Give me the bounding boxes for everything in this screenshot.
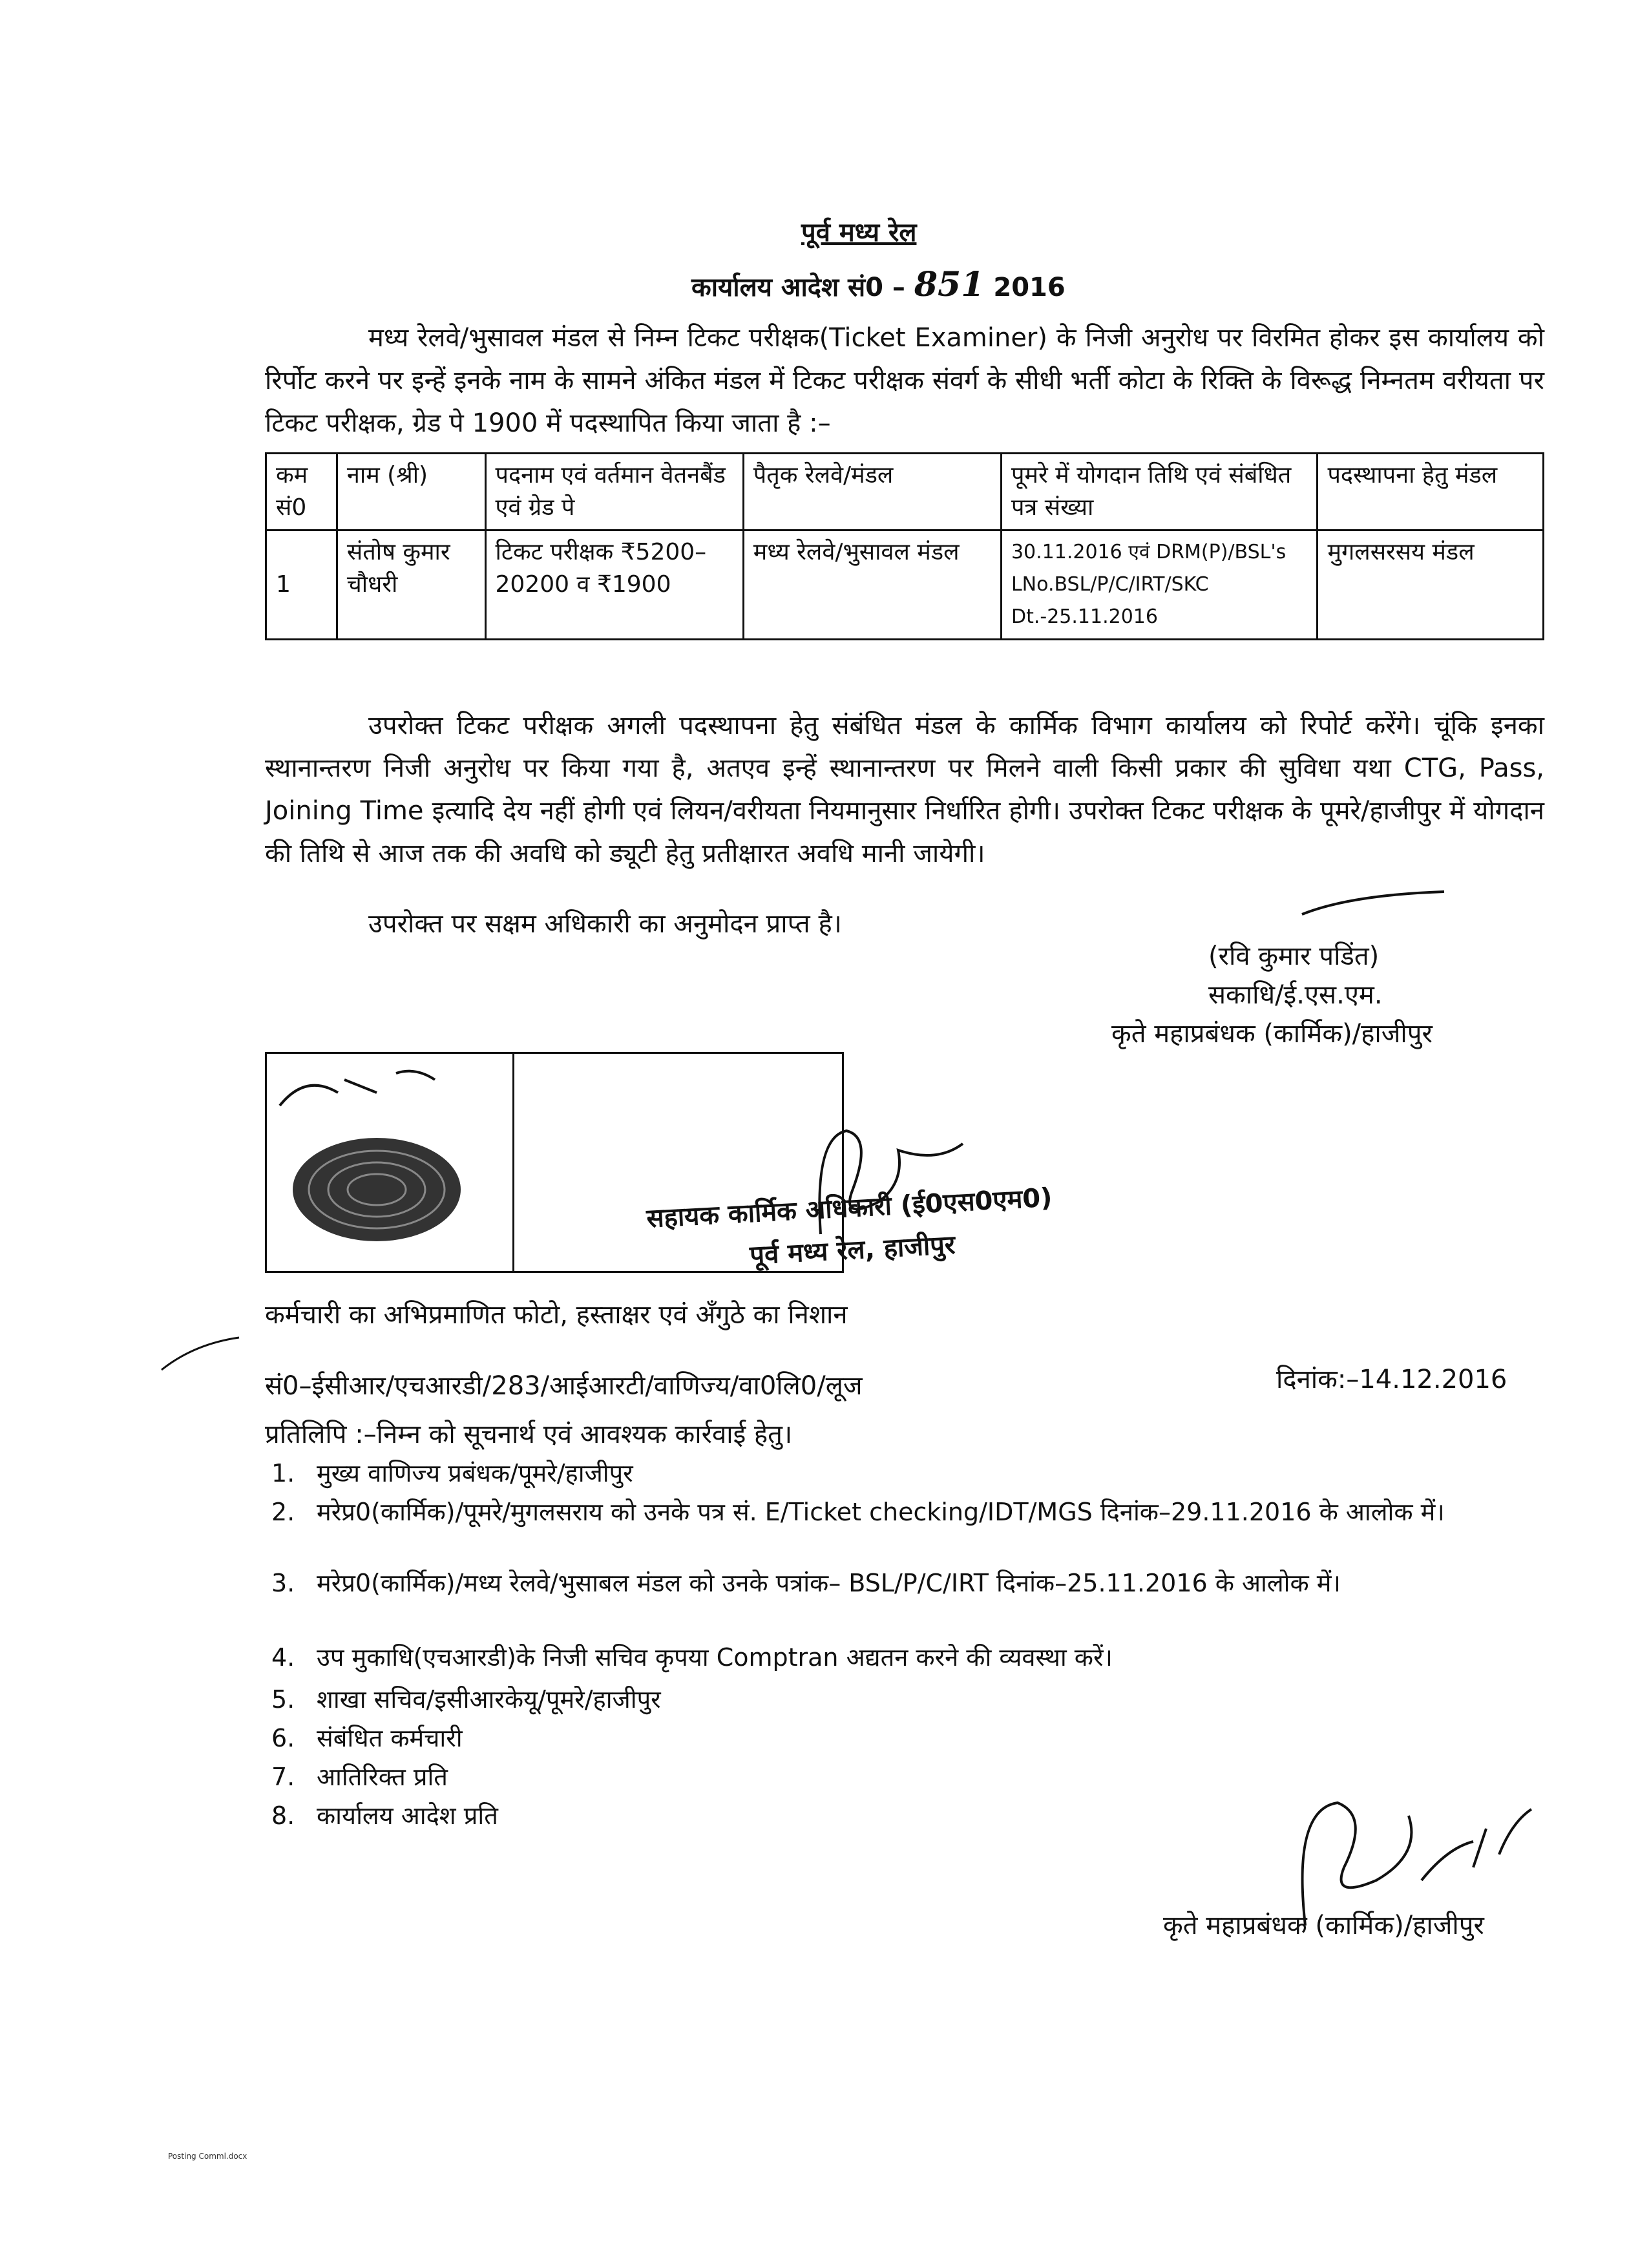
- signature-mark-1: [1299, 888, 1447, 921]
- reference-date: दिनांक:–14.12.2016: [1276, 1365, 1507, 1394]
- th-posting: पदस्थापना हेतु मंडल: [1318, 454, 1544, 530]
- closing-for-line: कृते महाप्रबंधक (कार्मिक)/हाजीपुर: [1163, 1911, 1484, 1940]
- org-heading: पूर्व मध्य रेल: [801, 218, 917, 247]
- list-text: शाखा सचिव/इसीआरकेयू/पूमरे/हाजीपुर: [317, 1685, 661, 1714]
- list-number: 6.: [271, 1724, 295, 1752]
- list-item: [271, 1567, 1544, 1599]
- table-row: [266, 530, 1544, 640]
- list-item: [271, 1457, 1544, 1489]
- cell-sno: 1: [266, 530, 337, 640]
- order-number-handwritten: 851: [914, 265, 985, 304]
- list-text: मुख्य वाणिज्य प्रबंधक/पूमरे/हाजीपुर: [317, 1459, 633, 1487]
- th-designation: पदनाम एवं वर्तमान वेतनबैंड एवं ग्रेड पे: [485, 454, 743, 530]
- th-name: नाम (श्री): [337, 454, 485, 530]
- list-text: उप मुकाधि(एचआरडी)के निजी सचिव कृपया Comptran अद्यतन करने की व्यवस्था करें।: [317, 1643, 1113, 1672]
- photo-caption: कर्मचारी का अभिप्रमाणित फोटो, हस्ताक्षर एवं अँगुठे का निशान: [265, 1300, 848, 1330]
- officer-stamp-line1: सहायक कार्मिक अधिकारी (ई0एस0एम0): [646, 1182, 1053, 1234]
- list-number: 2.: [271, 1498, 295, 1526]
- signatory-name: (रवि कुमार पडिंत): [1208, 941, 1380, 971]
- copy-heading: प्रतिलिपि :–निम्न को सूचनार्थ एवं आवश्यक कार्रवाई हेतु।: [265, 1420, 793, 1449]
- list-item: [271, 1641, 1544, 1674]
- approval-line: उपरोक्त पर सक्षम अधिकारी का अनुमोदन प्राप्त है।: [368, 909, 842, 939]
- thumbprint-image: [267, 1054, 512, 1271]
- order-prefix: कार्यालय आदेश सं0 –: [691, 273, 905, 302]
- posting-table: [265, 452, 1544, 640]
- list-text: आतिरिक्त प्रति: [317, 1763, 448, 1791]
- list-number: 3.: [271, 1569, 295, 1597]
- list-number: 4.: [271, 1643, 295, 1672]
- margin-mark: [155, 1325, 246, 1376]
- th-parent-rly: पैतृक रेलवे/मंडल: [743, 454, 1001, 530]
- table-header-row: [266, 454, 1544, 530]
- cell-parent-rly: मध्य रेलवे/भुसावल मंडल: [743, 530, 1001, 640]
- list-item: [271, 1761, 448, 1793]
- list-item: [271, 1800, 498, 1832]
- signatory-designation: सकाधि/ई.एस.एम.: [1208, 980, 1383, 1010]
- list-number: 8.: [271, 1801, 295, 1830]
- list-number: 7.: [271, 1763, 295, 1791]
- body-paragraph: उपरोक्त टिकट परीक्षक अगली पदस्थापना हेतु संबंधित मंडल के कार्मिक विभाग कार्यालय को रिपोर्ट करेंगे। चूंकि इनका स्थानान्तरण निजी अनुरोध पर किया गया है, अतएव इन्हें स्थानान्तरण पर मिलने वाली किसी प्रकार की सुविधा यथा CTG, Pass, Joining Time इत्यादि देय नहीं होगी एवं लियन/वरीयता नियमानुसार निर्धारित होगी। उपरोक्त टिकट परीक्षक के पूमरे/हाजीपुर में योगदान की तिथि से आज तक की अवधि को ड्यूटी हेतु प्रतीक्षारत अवधि मानी जायेगी।: [265, 711, 1544, 868]
- reference-number: सं0–ईसीआर/एचआरडी/283/आईआरटी/वाणिज्य/वा0लि0/लूज: [265, 1371, 863, 1401]
- list-text: संबंधित कर्मचारी: [317, 1724, 463, 1752]
- order-year: 2016: [993, 273, 1066, 302]
- list-item: [271, 1496, 1544, 1528]
- list-number: 5.: [271, 1685, 295, 1714]
- list-text: मरेप्र0(कार्मिक)/मध्य रेलवे/भुसाबल मंडल को उनके पत्रांक– BSL/P/C/IRT दिनांक–25.11.2016 के आलोक में।: [317, 1569, 1341, 1597]
- cell-posting-div: मुगलसरसय मंडल: [1318, 530, 1544, 640]
- order-number-line: [691, 265, 1066, 304]
- box-divider: [512, 1054, 514, 1271]
- signatory-for-line: कृते महाप्रबंधक (कार्मिक)/हाजीपुर: [1111, 1019, 1433, 1049]
- th-sno: कम सं0: [266, 454, 337, 530]
- list-number: 1.: [271, 1459, 295, 1487]
- cell-designation: टिकट परीक्षक ₹5200–20200 व ₹1900: [485, 530, 743, 640]
- cell-joining: 30.11.2016 एवं DRM(P)/BSL's LNo.BSL/P/C/IRT/SKC Dt.-25.11.2016: [1001, 530, 1318, 640]
- footer-filename: Posting Comml.docx: [168, 2152, 247, 2161]
- list-text: कार्यालय आदेश प्रति: [317, 1801, 498, 1830]
- cell-name: संतोष कुमार चौधरी: [337, 530, 485, 640]
- th-joining: पूमरे में योगदान तिथि एवं संबंधित पत्र संख्या: [1001, 454, 1318, 530]
- intro-paragraph: मध्य रेलवे/भुसावल मंडल से निम्न टिकट परीक्षक(Ticket Examiner) के निजी अनुरोध पर विरमित होकर इस कार्यालय को रिर्पोट करने पर इन्हें इनके नाम के सामने अंकित मंडल में टिकट परीक्षक संवर्ग के सीधी भर्ती कोटा के रिक्ति के विरूद्ध निम्नतम वरीयता पर टिकट परीक्षक, ग्रेड पे 1900 में पदस्थापित किया जाता है :–: [265, 323, 1544, 438]
- list-text: मरेप्र0(कार्मिक)/पूमरे/मुगलसराय को उनके पत्र सं. E/Ticket checking/IDT/MGS दिनांक–29.11.2016 के आलोक में।: [317, 1498, 1445, 1526]
- list-item: [271, 1683, 661, 1716]
- list-item: [271, 1722, 463, 1754]
- officer-stamp-line2: पूर्व मध्य रेल, हाजीपुर: [749, 1230, 956, 1271]
